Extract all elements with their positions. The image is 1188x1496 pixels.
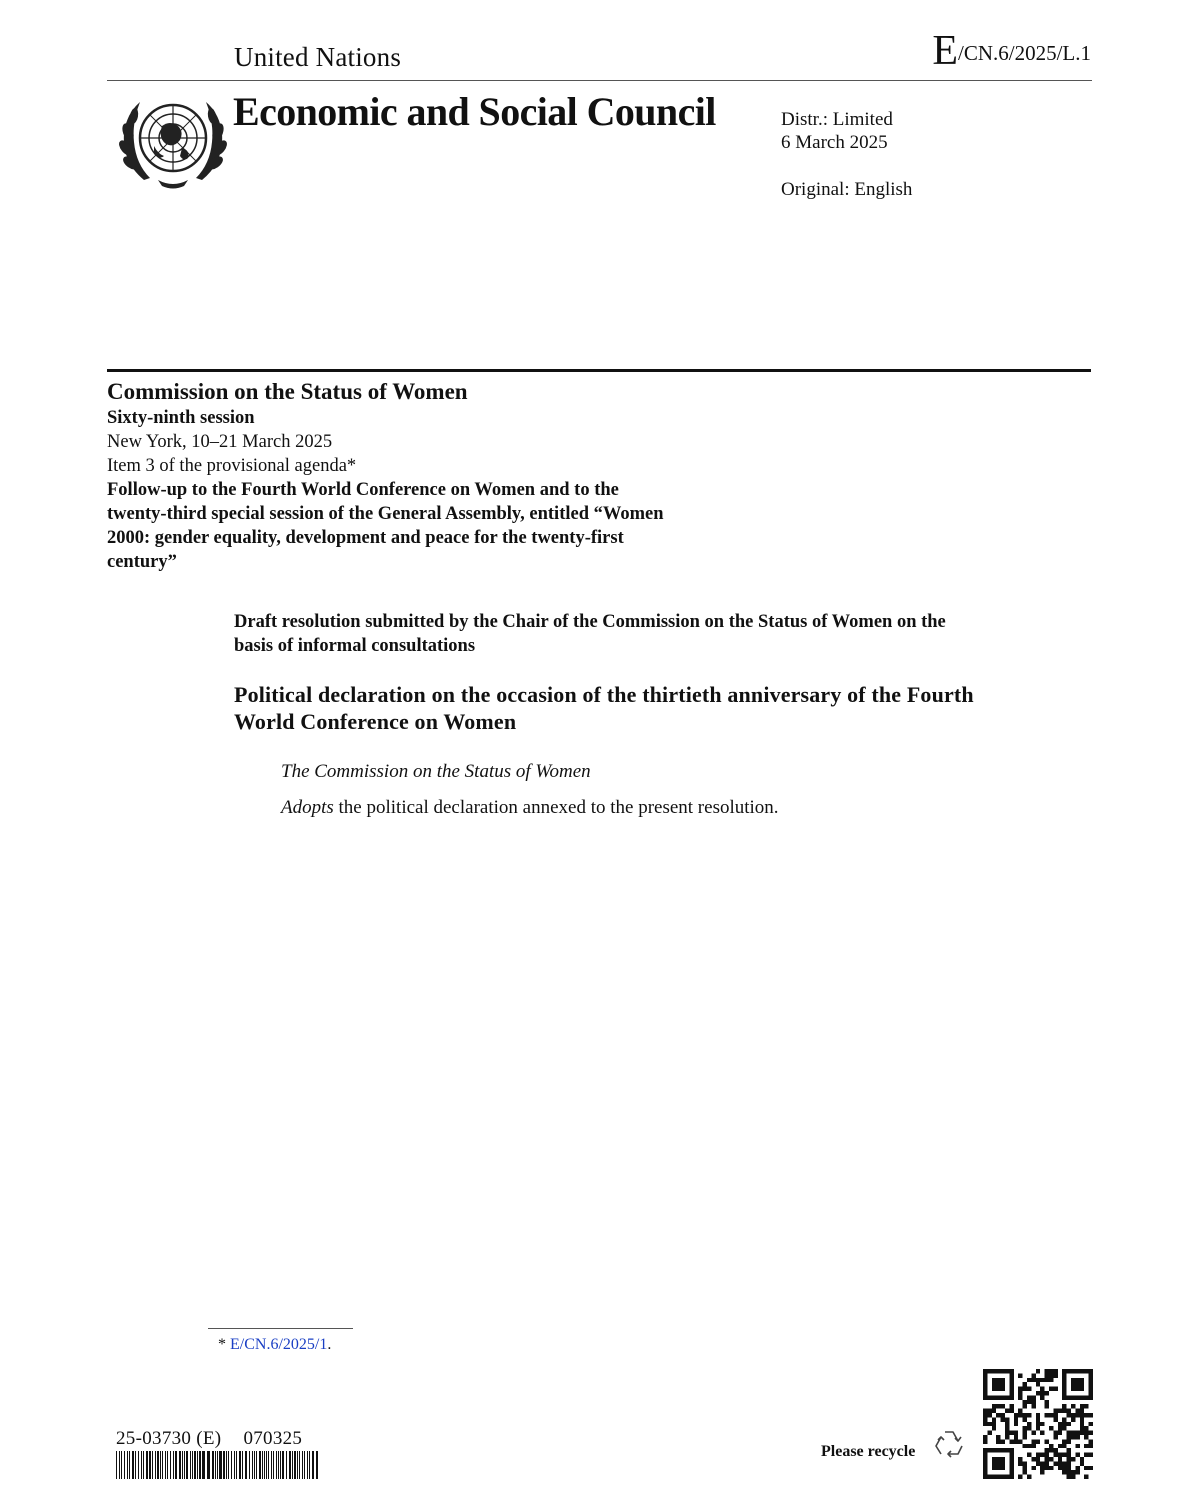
footnote-trailing: . <box>327 1336 332 1353</box>
symbol-rest: /CN.6/2025/L.1 <box>957 41 1091 65</box>
job-number <box>116 1428 302 1450</box>
organization-name: United Nations <box>234 42 402 72</box>
footnote-link[interactable]: E/CN.6/2025/1 <box>230 1336 328 1353</box>
footnote-marker: * <box>218 1336 230 1353</box>
header-rule <box>107 80 1092 81</box>
job-number-code: 25-03730 (E) <box>116 1428 222 1449</box>
barcode-icon <box>116 1451 321 1479</box>
footnote-rule <box>208 1328 353 1329</box>
document-date: 6 March 2025 <box>781 132 888 153</box>
recycle-icon <box>930 1426 968 1464</box>
distribution-status: Distr.: Limited <box>781 109 893 130</box>
section-rule <box>107 369 1091 372</box>
job-number-date: 070325 <box>243 1428 303 1449</box>
session-details <box>107 406 667 574</box>
recycle-text: Please recycle <box>821 1443 916 1460</box>
operative-paragraph <box>281 797 779 819</box>
un-emblem-icon <box>114 92 232 190</box>
operative-verb: Adopts <box>281 797 334 818</box>
session-name: Sixty-ninth session <box>107 408 255 428</box>
symbol-letter: E <box>932 28 958 74</box>
document-symbol <box>932 30 1091 72</box>
resolution-title: Political declaration on the occasion of the thirtieth anniversary of the Fourth World Conference on Women <box>234 682 974 734</box>
agenda-item-title: Follow-up to the Fourth World Conference on Women and to the twenty-third special session of the General Assembly, entitled “Women 2000: gender equality, development and peace for the twenty-first century” <box>107 480 664 572</box>
session-location-dates: New York, 10–21 March 2025 <box>107 432 333 452</box>
footnote <box>218 1336 331 1354</box>
resolution-preamble: The Commission on the Status of Women <box>281 761 591 782</box>
qr-code-icon <box>983 1369 1093 1479</box>
organ-title: Economic and Social Council <box>233 89 716 134</box>
operative-text: the political declaration annexed to the present resolution. <box>333 797 779 818</box>
submitted-by: Draft resolution submitted by the Chair of the Commission on the Status of Women on the basis of informal consultations <box>234 612 946 656</box>
original-language: Original: English <box>781 179 913 200</box>
agenda-item: Item 3 of the provisional agenda* <box>107 456 357 476</box>
distribution-block <box>781 108 893 154</box>
commission-name: Commission on the Status of Women <box>107 379 468 404</box>
